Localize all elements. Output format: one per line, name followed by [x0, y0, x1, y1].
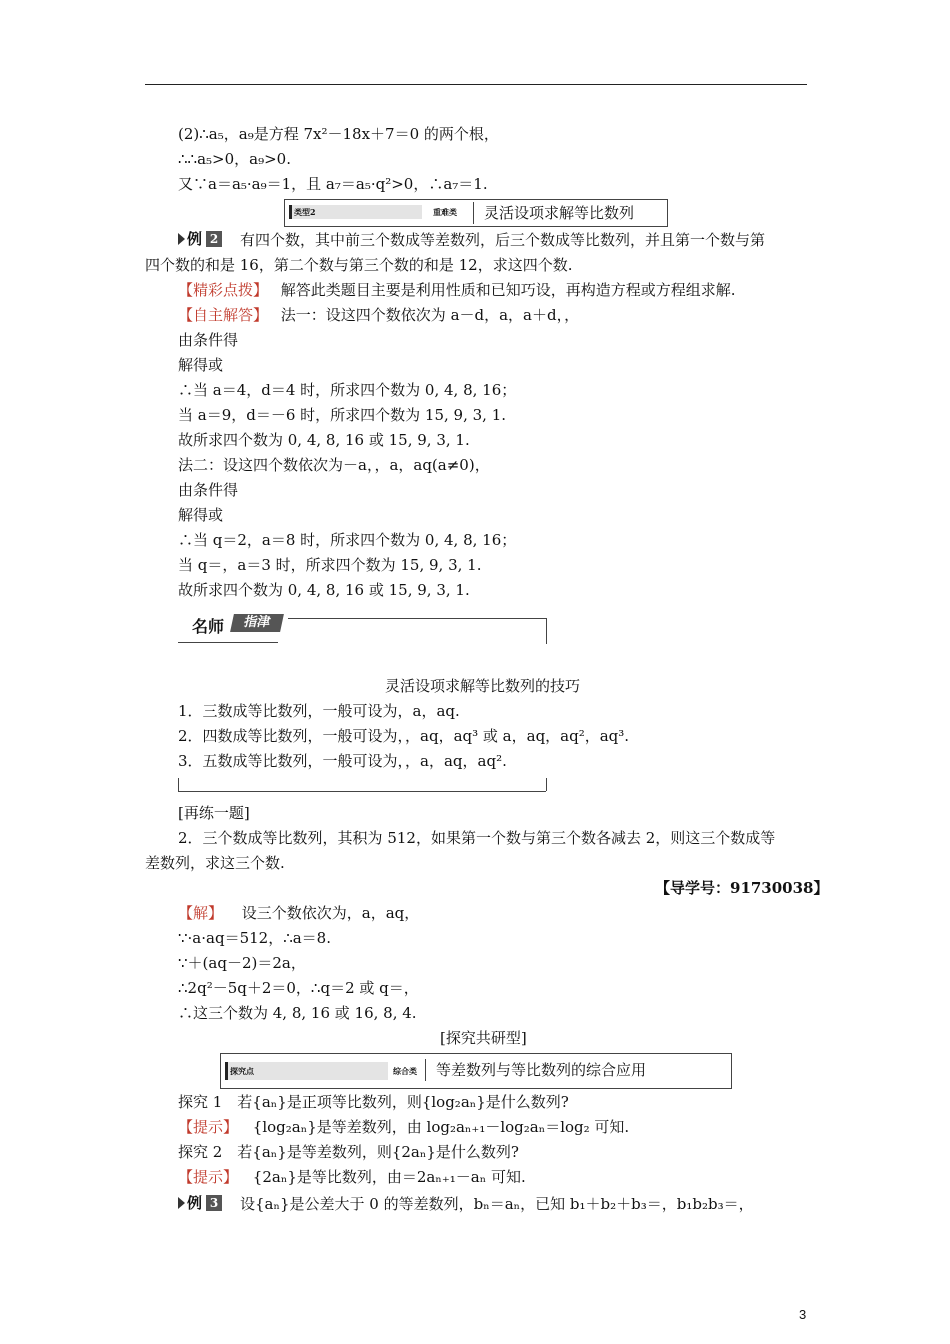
guide-number: 【导学号：91730038】 — [655, 879, 829, 897]
jie-text: 设三个数依次为，a，aq， — [241, 904, 420, 922]
solution-line: ∵·a·aq＝512，∴a＝8. — [178, 929, 331, 947]
practice-text: 2．三个数成等比数列，其积为 512，如果第一个数与第三个数各减去 2，则这三个数成等 — [178, 829, 776, 847]
hint-label: 【提示】 — [178, 1118, 239, 1136]
banner-subtag: 综合类 — [393, 1066, 417, 1076]
example-number: 3 — [206, 1195, 222, 1211]
triangle-icon — [178, 1197, 185, 1209]
practice-head: [再练一题] — [178, 804, 250, 822]
solution-line: 由条件得 — [178, 481, 239, 499]
banner-tag: 探究点 — [225, 1062, 388, 1080]
solution-line: ∴2q²－5q＋2＝0，∴q＝2 或 q＝， — [178, 979, 419, 997]
hint-text: {2aₙ}是等比数列，由＝2aₙ₊₁－aₙ 可知. — [252, 1168, 526, 1186]
solution-line: 当 q＝，a＝3 时，所求四个数为 15, 9, 3, 1. — [178, 556, 482, 574]
section-banner-type2 — [284, 199, 668, 227]
text-line: ∴∴a₅>0，a₉>0. — [178, 150, 291, 168]
jie-label: 【解】 — [178, 904, 224, 922]
solution-line: ∴当 a＝4，d＝4 时，所求四个数为 0, 4, 8, 16； — [178, 381, 517, 399]
teacher-tips-header — [178, 612, 550, 644]
solution-line: 故所求四个数为 0, 4, 8, 16 或 15, 9, 3, 1. — [178, 581, 470, 599]
example-number: 2 — [206, 231, 222, 247]
solution-line: 法二：设这四个数依次为－a，，a，aq(a≠0)， — [178, 456, 490, 474]
example-3-marker — [178, 1194, 224, 1212]
solution-line: 故所求四个数为 0, 4, 8, 16 或 15, 9, 3, 1. — [178, 431, 470, 449]
answer-line — [178, 903, 419, 923]
hint-text: {log₂aₙ}是等差数列，由 log₂aₙ₊₁－log₂aₙ＝log₂ 可知. — [252, 1118, 630, 1136]
triangle-icon — [178, 233, 185, 245]
example-2-marker — [178, 230, 224, 248]
solution-line: ∴当 q＝2，a＝8 时，所求四个数为 0, 4, 8, 16； — [178, 531, 517, 549]
jingcai-label: 【精彩点拨】 — [178, 281, 269, 299]
solution-line: 解得或 — [178, 506, 224, 524]
solution-line: 解得或 — [178, 356, 224, 374]
page-number: 3 — [799, 1307, 807, 1322]
header-rule — [145, 84, 807, 85]
tips-title: 灵活设项求解等比数列的技巧 — [385, 677, 581, 695]
explore-question: 探究 1 若{aₙ}是正项等比数列，则{log₂aₙ}是什么数列? — [178, 1093, 569, 1111]
example-text: 有四个数，其中前三个数成等差数列，后三个数成等比数列，并且第一个数与第 — [240, 231, 766, 249]
banner-subtag: 重难类 — [433, 207, 457, 217]
tips-frame-close — [178, 778, 550, 792]
example-word: 例 — [187, 1194, 203, 1212]
zizhu-text: 法一：设这四个数依次为 a－d，a，a＋d，， — [280, 306, 580, 324]
solution-line: ∵＋(aq－2)＝2a， — [178, 954, 306, 972]
solution-line: 由条件得 — [178, 331, 239, 349]
tips-label-badge: 指津 — [230, 614, 284, 632]
tips-frame-top — [288, 618, 546, 619]
tips-frame-bottom — [178, 642, 278, 643]
banner-title: 灵活设项求解等比数列 — [473, 202, 634, 224]
hint-line — [178, 1167, 526, 1187]
tips-frame-right — [546, 618, 547, 644]
text-line: 又∵a＝a₅·a₉＝1，且 a₇＝a₅·q²>0，∴a₇＝1. — [178, 175, 488, 193]
answer-line — [178, 305, 579, 325]
tips-item: 2．四数成等比数列，一般可设为，，aq，aq³ 或 a，aq，aq²，aq³. — [178, 727, 630, 745]
example-text: 设{aₙ}是公差大于 0 的等差数列，bₙ＝aₙ，已知 b₁＋b₂＋b₃＝，b₁b₂b₃＝， — [240, 1195, 754, 1213]
tips-label: 名师 — [192, 617, 225, 636]
solution-line: 当 a＝9，d＝－6 时，所求四个数为 15, 9, 3, 1. — [178, 406, 507, 424]
zizhu-label: 【自主解答】 — [178, 306, 269, 324]
example-text: 四个数的和是 16，第二个数与第三个数的和是 12，求这四个数. — [145, 256, 573, 274]
hint-line — [178, 280, 736, 300]
banner-title: 等差数列与等比数列的综合应用 — [425, 1059, 646, 1081]
section-head: [探究共研型] — [440, 1029, 527, 1047]
hint-line — [178, 1117, 629, 1137]
example-word: 例 — [187, 230, 203, 248]
section-banner-explore — [220, 1053, 732, 1089]
banner-tag: 类型2 — [289, 205, 422, 219]
jingcai-text: 解答此类题目主要是利用性质和已知巧设，再构造方程或方程组求解. — [280, 281, 736, 299]
explore-question: 探究 2 若{aₙ}是等差数列，则{2aₙ}是什么数列? — [178, 1143, 519, 1161]
practice-text: 差数列，求这三个数. — [145, 854, 285, 872]
tips-item: 3．五数成等比数列，一般可设为，，a，aq，aq². — [178, 752, 507, 770]
solution-line: ∴这三个数为 4, 8, 16 或 16, 8, 4. — [178, 1004, 417, 1022]
tips-item: 1．三数成等比数列，一般可设为，a，aq. — [178, 702, 460, 720]
hint-label: 【提示】 — [178, 1168, 239, 1186]
text-line: (2)∴a₅，a₉是方程 7x²－18x＋7＝0 的两个根， — [178, 125, 499, 143]
